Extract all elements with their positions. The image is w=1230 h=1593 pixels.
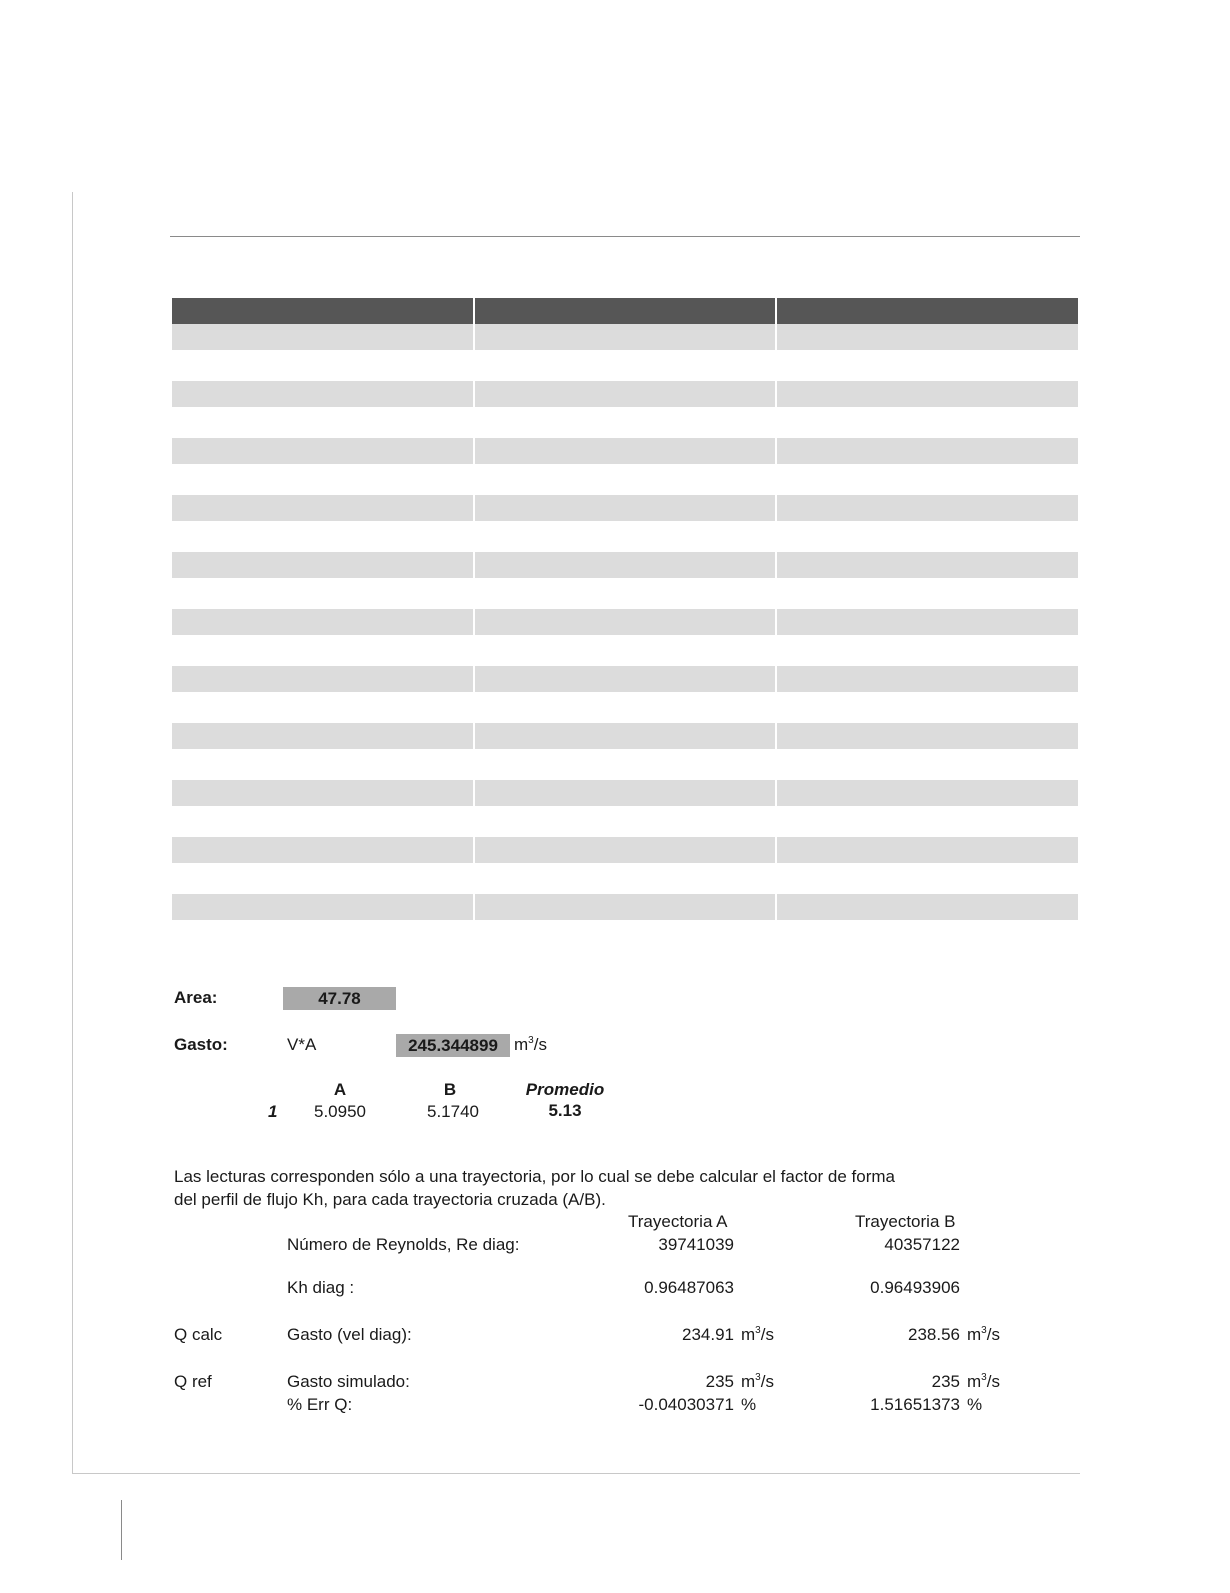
trayectoria-b-header: Trayectoria B bbox=[855, 1212, 956, 1231]
table-row bbox=[172, 438, 1078, 464]
qcalc-label: Gasto (vel diag): bbox=[287, 1325, 412, 1344]
err-b: 1.51651373 bbox=[870, 1395, 960, 1414]
table-row bbox=[172, 324, 1078, 350]
footer-rule bbox=[72, 1473, 1080, 1474]
qcalc-b-unit: $m^3/s$ bbox=[967, 1325, 1000, 1344]
left-margin-line bbox=[72, 192, 73, 1473]
err-b-pct: % bbox=[967, 1395, 983, 1414]
qcalc-b: 238.56 bbox=[908, 1325, 960, 1344]
table-row bbox=[172, 863, 1078, 894]
gasto-value: 245.344899 bbox=[396, 1034, 510, 1057]
table-row bbox=[172, 692, 1078, 723]
avg-value-b: 5.1740 bbox=[427, 1102, 479, 1121]
table-row bbox=[172, 578, 1078, 609]
table-row bbox=[172, 837, 1078, 863]
table-row bbox=[172, 609, 1078, 635]
table-row bbox=[172, 464, 1078, 495]
table-row bbox=[172, 495, 1078, 521]
footer-divider bbox=[121, 1500, 122, 1560]
avg-row-label: 1 bbox=[268, 1102, 278, 1121]
avg-header-b: B bbox=[443, 1080, 457, 1099]
area-label: Area: bbox=[174, 988, 218, 1007]
table-row bbox=[172, 521, 1078, 552]
table-row bbox=[172, 894, 1078, 920]
qcalc-a: 234.91 bbox=[682, 1325, 734, 1344]
area-value: 47.78 bbox=[283, 987, 396, 1010]
avg-header-a: A bbox=[333, 1080, 347, 1099]
err-a: -0.04030371 bbox=[638, 1395, 734, 1414]
qref-b-unit: $m^3/s$ bbox=[967, 1372, 1000, 1391]
kh-label: Kh diag : bbox=[287, 1278, 355, 1297]
avg-value-promedio: 5.13 bbox=[548, 1101, 582, 1120]
table-row bbox=[172, 407, 1078, 438]
qref-label: Gasto simulado: bbox=[287, 1372, 410, 1391]
reynolds-a: 39741039 bbox=[658, 1235, 734, 1254]
qref-code: Q ref bbox=[174, 1372, 212, 1391]
kh-a: 0.96487063 bbox=[644, 1278, 734, 1297]
gasto-label: Gasto: bbox=[174, 1035, 228, 1054]
note-line-2: del perfil de flujo Kh, para cada trayectoria cruzada (A/B). bbox=[174, 1190, 606, 1209]
err-label: % Err Q: bbox=[287, 1395, 353, 1414]
table-row bbox=[172, 806, 1078, 837]
avg-value-a: 5.0950 bbox=[314, 1102, 366, 1121]
qref-a: 235 bbox=[705, 1372, 734, 1391]
trayectoria-a-header: Trayectoria A bbox=[628, 1212, 728, 1231]
reynolds-b: 40357122 bbox=[884, 1235, 960, 1254]
qref-a-unit: $m^3/s$ bbox=[741, 1372, 774, 1391]
table-row bbox=[172, 350, 1078, 381]
table-row bbox=[172, 723, 1078, 749]
avg-header-promedio: Promedio bbox=[525, 1080, 605, 1099]
kh-b: 0.96493906 bbox=[870, 1278, 960, 1297]
table-row bbox=[172, 749, 1078, 780]
table-row bbox=[172, 552, 1078, 578]
table-row bbox=[172, 381, 1078, 407]
reynolds-label: Número de Reynolds, Re diag: bbox=[287, 1235, 520, 1254]
gasto-unit: $m^3/s$ bbox=[514, 1035, 547, 1054]
note-line-1: Las lecturas corresponden sólo a una trayectoria, por lo cual se debe calcular el factor de forma bbox=[174, 1167, 896, 1186]
table-header-row bbox=[172, 298, 1078, 324]
qcalc-code: Q calc bbox=[174, 1325, 223, 1344]
err-a-pct: % bbox=[741, 1395, 757, 1414]
empty-data-table bbox=[172, 298, 1078, 920]
table-row bbox=[172, 666, 1078, 692]
gasto-formula: V*A bbox=[287, 1035, 317, 1054]
table-row bbox=[172, 780, 1078, 806]
qcalc-a-unit: $m^3/s$ bbox=[741, 1325, 774, 1344]
qref-b: 235 bbox=[931, 1372, 960, 1391]
header-rule bbox=[170, 236, 1080, 237]
table-row bbox=[172, 635, 1078, 666]
